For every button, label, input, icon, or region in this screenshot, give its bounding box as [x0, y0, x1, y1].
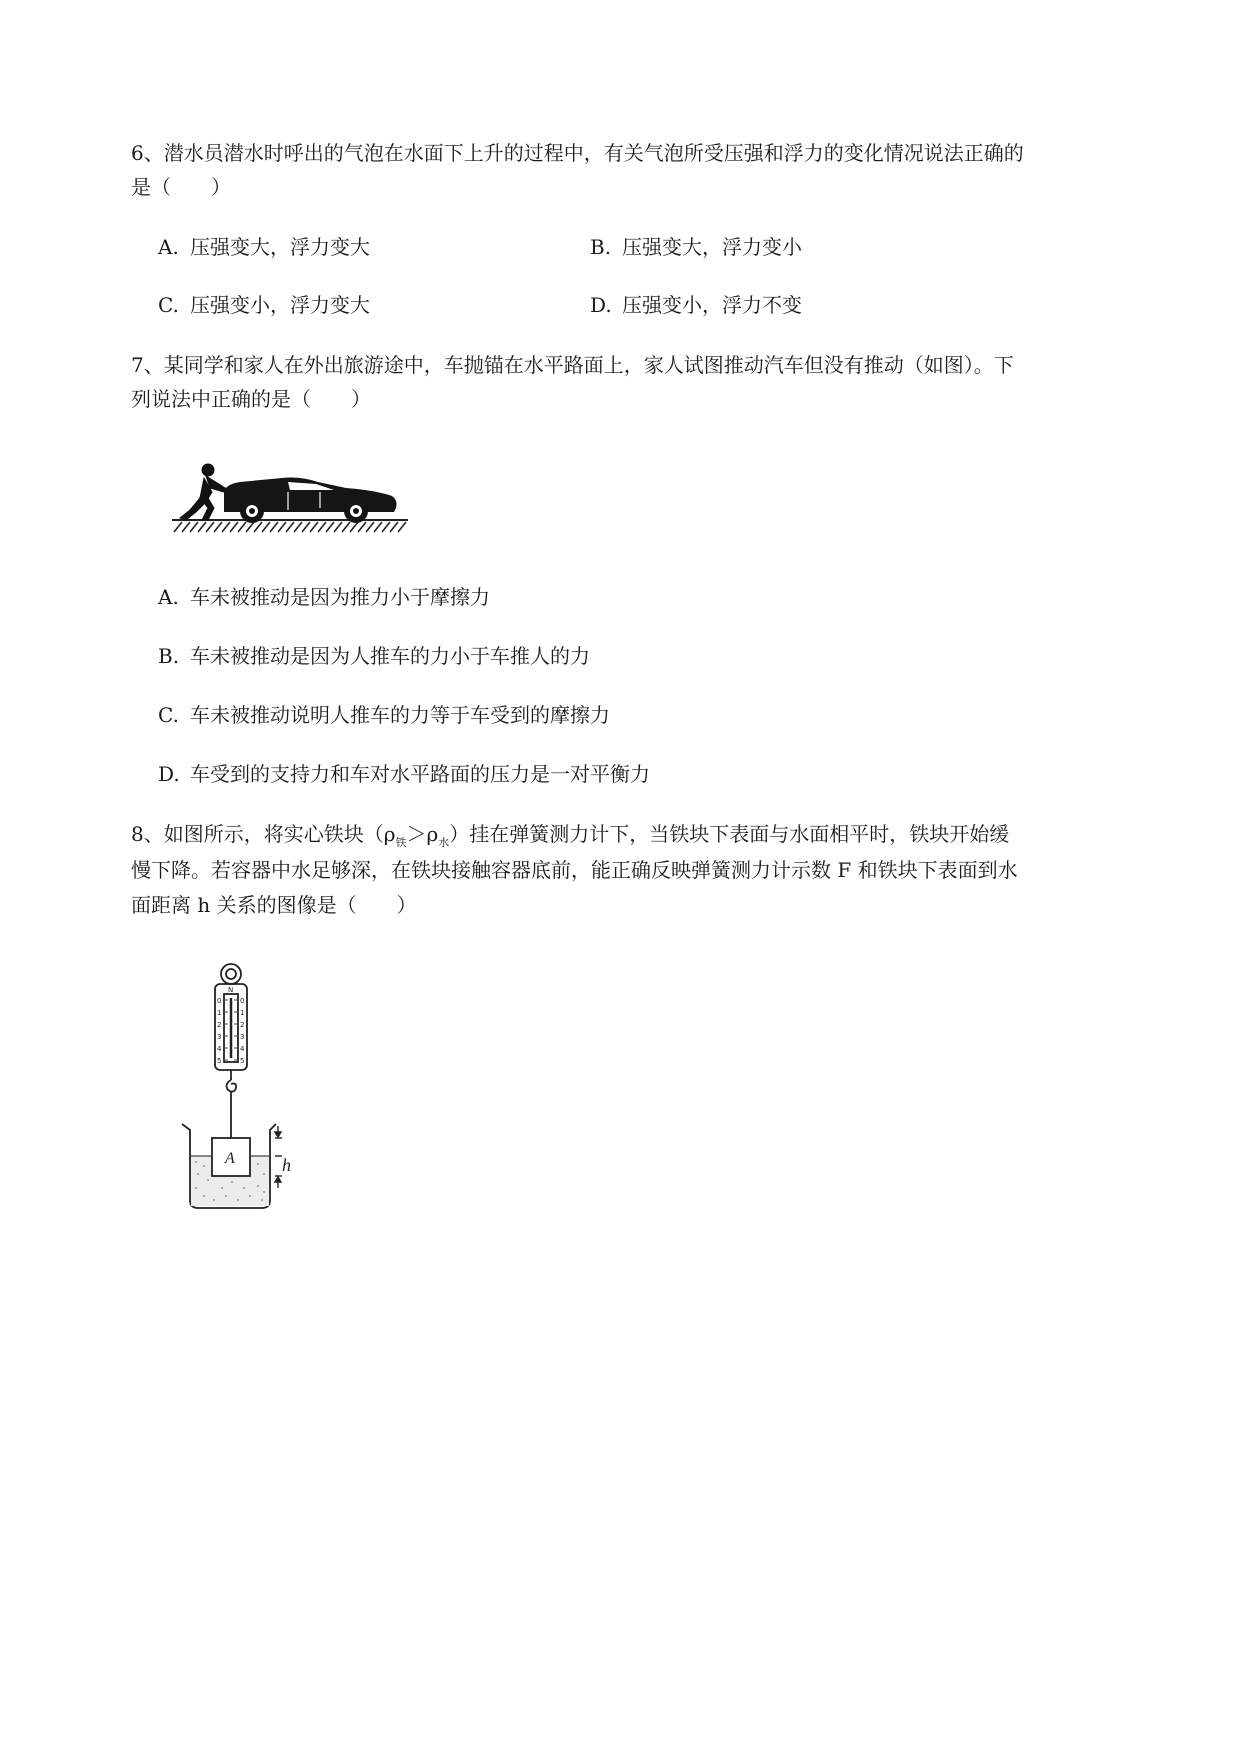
- person-pushing-car-figure: [170, 458, 420, 538]
- q6-option-d[interactable]: [590, 290, 802, 320]
- option-text: 压强变大，浮力变大: [190, 235, 370, 259]
- option-text: 压强变小，浮力变大: [190, 293, 370, 317]
- q8-stem-line1: [131, 819, 1009, 858]
- svg-text:1: 1: [240, 1009, 245, 1017]
- svg-text:4: 4: [217, 1045, 222, 1053]
- q6-option-c[interactable]: [158, 290, 370, 320]
- option-text: 压强变大，浮力变小: [622, 235, 802, 259]
- q7-stem-line2: 列说法中正确的是（ ）: [131, 387, 371, 411]
- q7-stem-line1: 7、某同学和家人在外出旅游途中，车抛锚在水平路面上，家人试图推动汽车但没有推动（如图）。下: [131, 353, 1014, 377]
- q6-option-b[interactable]: [590, 232, 802, 262]
- q7-option-a[interactable]: [158, 582, 490, 612]
- spring-scale-beaker-figure: [178, 960, 303, 1215]
- svg-text:0: 0: [217, 997, 222, 1005]
- option-label: A.: [158, 235, 179, 259]
- option-label: B.: [158, 644, 180, 668]
- distance-marker: [275, 1126, 291, 1188]
- option-text: 车未被推动是因为推力小于摩擦力: [190, 585, 490, 609]
- option-label: D.: [158, 762, 180, 786]
- option-text: 车未被推动是因为人推车的力小于车推人的力: [190, 644, 590, 668]
- option-label: C.: [158, 703, 179, 727]
- option-label: B.: [590, 235, 612, 259]
- svg-text:4: 4: [240, 1045, 245, 1053]
- distance-label: h: [282, 1155, 291, 1175]
- scale-unit: N: [228, 986, 234, 994]
- q8-stem-part2: ＞ρ: [406, 822, 439, 846]
- svg-text:0: 0: [240, 997, 245, 1005]
- q8-stem-line3: 面距离 h 关系的图像是（ ）: [131, 893, 417, 917]
- option-text: 车未被推动说明人推车的力等于车受到的摩擦力: [190, 703, 610, 727]
- car: [224, 478, 397, 524]
- ground-hatching: [172, 520, 408, 532]
- beaker: [182, 1124, 276, 1208]
- svg-text:5: 5: [217, 1057, 222, 1065]
- option-label: A.: [158, 585, 179, 609]
- subscript-water: 水: [438, 836, 450, 849]
- option-text: 压强变小，浮力不变: [622, 293, 802, 317]
- svg-text:3: 3: [240, 1033, 245, 1041]
- subscript-iron: 铁: [395, 836, 407, 849]
- option-label: C.: [158, 293, 179, 317]
- q6-stem-line1: 6、潜水员潜水时呼出的气泡在水面下上升的过程中，有关气泡所受压强和浮力的变化情况说法正确的: [131, 141, 1024, 165]
- svg-text:5: 5: [240, 1057, 245, 1065]
- iron-block-label: A: [225, 1150, 235, 1167]
- option-label: D.: [590, 293, 612, 317]
- svg-text:1: 1: [217, 1009, 222, 1017]
- svg-text:2: 2: [240, 1021, 245, 1029]
- option-text: 车受到的支持力和车对水平路面的压力是一对平衡力: [190, 762, 650, 786]
- q8-stem-part3: ）挂在弹簧测力计下，当铁块下表面与水面相平时，铁块开始缓: [449, 822, 1010, 846]
- q7-option-b[interactable]: [158, 641, 590, 671]
- q7-option-d[interactable]: [158, 759, 650, 789]
- q8-stem-part1: 8、如图所示，将实心铁块（ρ: [131, 822, 396, 846]
- q6-option-a[interactable]: [158, 232, 370, 262]
- svg-text:3: 3: [217, 1033, 222, 1041]
- svg-text:2: 2: [217, 1021, 222, 1029]
- pushing-person: [180, 464, 226, 520]
- q7-option-c[interactable]: [158, 700, 610, 730]
- q8-stem-line2: 慢下降。若容器中水足够深，在铁块接触容器底前，能正确反映弹簧测力计示数 F 和铁块下表面到水: [131, 858, 1018, 882]
- q6-stem-line2: 是（ ）: [131, 175, 231, 199]
